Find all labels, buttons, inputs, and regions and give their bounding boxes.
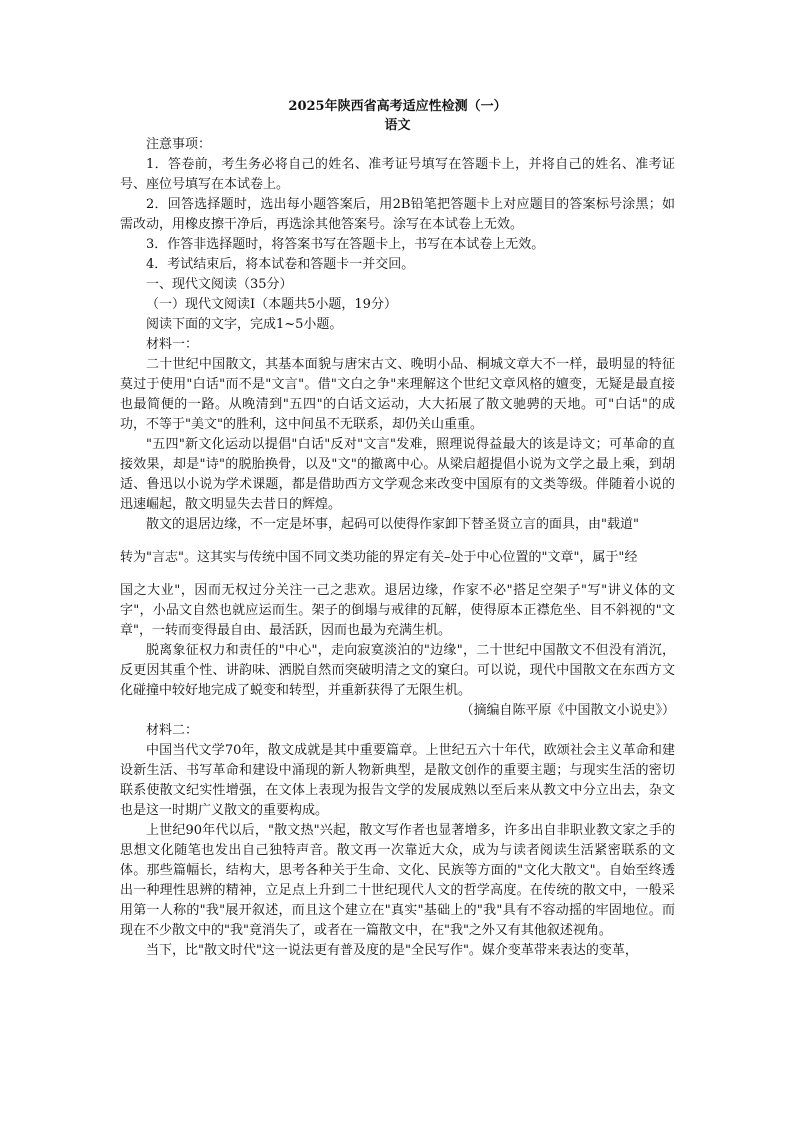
note-4: 4．考试结束后，将本试卷和答题卡一并交回。 [146, 257, 415, 272]
section-heading: 一、现代文阅读（35分） [146, 277, 293, 292]
material-two-paragraph-1: 中国当代文学70年，散文成就是其中重要篇章。上世纪五六十年代，欧颂社会主义革命和建设新生活、书写革命和建设中涌现的新人物新典型，是散文创作的重要主题；与现实生活的密切联系使散文纪实性增强，在文体上表现为报告文学的发展成熟以至后来从教文中分立出去，杂文也是这一时期广义散文的重要构成。 [120, 743, 675, 818]
subsection-heading: （一）现代文阅读Ⅰ（本题共5小题，19分） [146, 297, 397, 312]
material-two-label: 材料二： [146, 723, 199, 738]
material-two-paragraph-3: 当下，比"散文时代"这一说法更有普及度的是"全民写作"。媒介变革带来表达的变革， [146, 943, 638, 958]
material-two-paragraph-2: 上世纪90年代以后，"散文热"兴起，散文写作者也显著增多，许多出自非职业教文家之手的思想文化随笔也发出自己独特声音。散文再一次靠近大众，成为与读者阅读生活紧密联系的文体。那些篇幅长，结构大，思考各种关于生命、文化、民族等方面的"文化大散文"。自始至终透出一种理性思辨的精神，立足点上升到二十世纪现代人文的哲学高度。在传统的散文中，一般采用第一人称的"我"展开叙述，而且这个建立在"真实"基础上的"我"具有不容动摇的牢固地位。而现在不少散文中的"我"竟消失了，或者在一篇散文中，在"我"之外又有其他叙述视角。 [120, 823, 675, 938]
material-one-paragraph-1: 二十世纪中国散文，其基本面貌与唐宋古文、晚明小品、桐城文章大不一样，最明显的特征莫过于使用"白话"而不是"文言"。借"文白之争"来理解这个世纪文章风格的嬗变，无疑是最直接也最简便的一路。从晚清到"五四"的白话文运动，大大拓展了散文驰骋的天地。可"白话"的成功，不等于"美文"的胜利，这中间虽不无联系，却仍关山重重。 [120, 357, 675, 432]
note-1: 1．答卷前，考生务必将自己的姓名、准考证号填写在答题卡上，并将自己的姓名、准考证号、座位号填写在本试卷上。 [120, 157, 675, 192]
material-one-line-continued: 转为"言志"。这其实与传统中国不同文类功能的界定有关–处于中心位置的"文章"，属于"经 [120, 550, 638, 565]
notes-heading: 注意事项： [146, 137, 212, 152]
note-2: 2．回答选择题时，选出每小题答案后，用2B铅笔把答题卡上对应题目的答案标号涂黑；如需改动，用橡皮擦干净后，再选涂其他答案号。涂写在本试卷上无效。 [120, 197, 675, 232]
material-one-label: 材料一： [146, 337, 199, 352]
note-3: 3．作答非选择题时，将答案书写在答题卡上，书写在本试卷上无效。 [146, 237, 545, 252]
material-one-paragraph-3-end: 国之大业"，因而无权过分关注一己之悲欢。退居边缘，作家不必"搭足空架子"写"讲义体的文字"，小品文自然也就应运而生。架子的倒塌与戒律的瓦解，使得原本正襟危坐、目不斜视的"文章"，一转而变得最自由、最活跃，因而也最为充满生机。 [120, 583, 675, 638]
reading-instruction: 阅读下面的文字，完成1~5小题。 [146, 317, 343, 332]
material-one-source: （摘编自陈平原《中国散文小说史》） [460, 703, 675, 718]
material-one-paragraph-4: 脱离象征权力和责任的"中心"，走向寂寞淡泊的"边缘"，二十世纪中国散文不但没有消沉，反更因其重个性、讲韵味、洒脱自然而突破明清之文的窠臼。可以说，现代中国散文在东西方文化碰撞中较好地完成了蜕变和转型，并重新获得了无限生机。 [120, 643, 675, 698]
material-one-paragraph-2: "五四"新文化运动以提倡"白话"反对"文言"发难，照理说得益最大的该是诗文；可革命的直接效果，却是"诗"的脱胎换骨，以及"文"的撤离中心。从梁启超提倡小说为文学之最上乘，到胡适、鲁迅以小说为学术课题，都是借助西方文学观念来改变中国原有的文类等级。伴随着小说的迅速崛起，散文明显失去昔日的辉煌。 [120, 437, 675, 512]
material-one-paragraph-3: 散文的退居边缘，不一定是坏事，起码可以使得作家卸下替圣贤立言的面具，由"载道" [146, 517, 639, 532]
document-body [120, 97, 675, 961]
exam-title: 2025年陕西省高考适应性检测（一） [288, 99, 507, 114]
subject-title: 语文 [384, 118, 411, 133]
